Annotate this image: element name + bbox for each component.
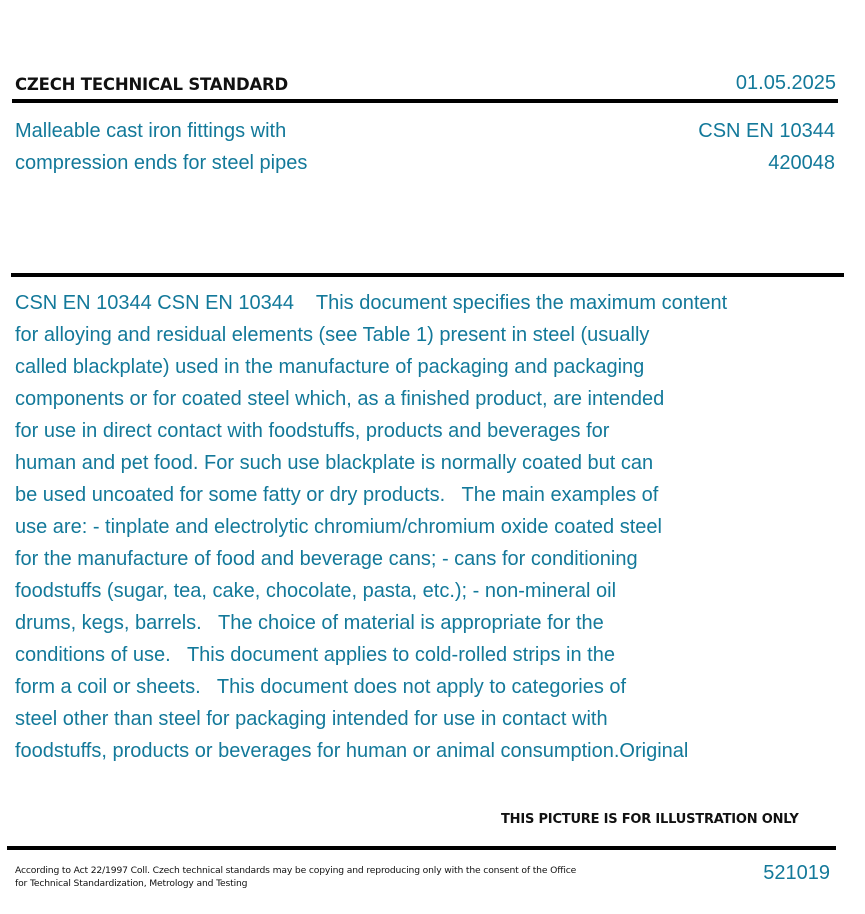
standard-title-line: compression ends for steel pipes — [15, 152, 308, 174]
standard-title-line: Malleable cast iron fittings with — [15, 120, 287, 142]
abstract-line: human and pet food. For such use blackplate is normally coated but can — [15, 452, 654, 474]
copyright-notice-line: for Technical Standardization, Metrology and Testing — [15, 878, 248, 889]
footer-rule — [7, 846, 836, 850]
illustration-disclaimer: THIS PICTURE IS FOR ILLUSTRATION ONLY — [501, 812, 799, 827]
document-number: 521019 — [763, 862, 830, 884]
header-rule — [12, 99, 838, 103]
abstract-line: for use in direct contact with foodstuffs, products and beverages for — [15, 420, 610, 442]
section-rule — [11, 273, 844, 277]
abstract-line: called blackplate) used in the manufacture of packaging and packaging — [15, 356, 645, 378]
abstract-line: form a coil or sheets. This document does not apply to categories of — [15, 676, 627, 698]
abstract-line: components or for coated steel which, as a finished product, are intended — [15, 388, 665, 410]
abstract-line: conditions of use. This document applies to cold-rolled strips in the — [15, 644, 615, 666]
abstract-line: foodstuffs (sugar, tea, cake, chocolate, pasta, etc.); - non-mineral oil — [15, 580, 617, 602]
copyright-notice — [15, 864, 576, 890]
copyright-notice-line: According to Act 22/1997 Coll. Czech technical standards may be copying and reproducing only with the consent of the Office — [15, 865, 577, 876]
standard-identifiers — [698, 115, 835, 179]
abstract-line: foodstuffs, products or beverages for human or animal consumption.Original — [15, 740, 689, 762]
abstract-line: be used uncoated for some fatty or dry products. The main examples of — [15, 484, 659, 506]
classification-number: 420048 — [768, 152, 835, 174]
abstract-line: use are: - tinplate and electrolytic chromium/chromium oxide coated steel — [15, 516, 662, 538]
abstract-line: for alloying and residual elements (see Table 1) present in steel (usually — [15, 324, 650, 346]
standard-category-heading: CZECH TECHNICAL STANDARD — [15, 75, 289, 94]
abstract-text — [15, 287, 727, 767]
standard-title — [15, 115, 307, 179]
abstract-line: steel other than steel for packaging intended for use in contact with — [15, 708, 608, 730]
standard-code: CSN EN 10344 — [698, 120, 835, 142]
abstract-line: drums, kegs, barrels. The choice of material is appropriate for the — [15, 612, 604, 634]
publication-date: 01.05.2025 — [735, 72, 836, 94]
abstract-line: CSN EN 10344 CSN EN 10344 This document specifies the maximum content — [15, 292, 728, 314]
abstract-line: for the manufacture of food and beverage cans; - cans for conditioning — [15, 548, 638, 570]
